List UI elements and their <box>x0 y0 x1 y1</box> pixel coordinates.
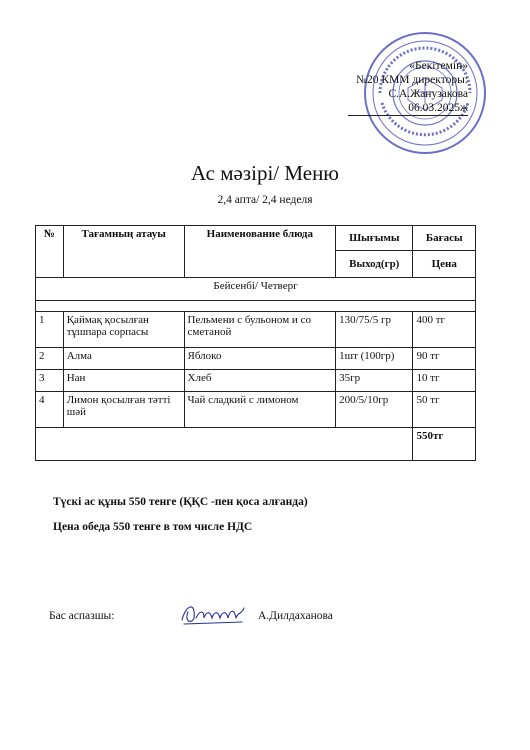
row-price: 90 тг <box>413 348 476 370</box>
chef-name: А.Дилдаханова <box>258 610 333 622</box>
row-name-kz: Алма <box>63 348 184 370</box>
col-header-name-kz: Тағамның атауы <box>63 226 184 278</box>
price-note-ru: Цена обеда 550 тенге в том числе НДС <box>53 521 253 533</box>
day-label: Бейсенбі/ Четверг <box>36 278 476 301</box>
row-price: 50 тг <box>413 392 476 428</box>
col-header-name-ru: Наименование блюда <box>184 226 336 278</box>
price-note-kz: Түскі ас құны 550 тенге (ҚҚС -пен қоса алғанда) <box>53 496 308 508</box>
col-header-price-kz: Бағасы <box>413 226 476 251</box>
page-title: Ас мәзірі/ Меню <box>190 161 339 185</box>
row-name-ru: Пельмени с бульоном и со сметаной <box>184 312 336 348</box>
col-header-output-kz: Шығымы <box>336 226 413 251</box>
row-name-kz: Қаймақ қосылған тұшпара сорпасы <box>63 312 184 348</box>
approval-position: №20 КММ директоры: <box>356 74 468 86</box>
approval-block <box>348 59 468 116</box>
table-row <box>36 370 476 392</box>
row-name-ru: Чай сладкий с лимоном <box>184 392 336 428</box>
total-label-cell <box>36 428 413 461</box>
page-subtitle: 2,4 апта/ 2,4 неделя <box>217 194 313 206</box>
row-num: 4 <box>36 392 64 428</box>
approval-title: «Бекітемін» <box>409 60 468 72</box>
total-price: 550тг <box>413 428 476 461</box>
approval-date: 06.03.2025ж <box>348 101 468 116</box>
col-header-price-ru: Цена <box>413 251 476 278</box>
chef-label: Бас аспазшы: <box>49 610 115 622</box>
col-header-num: № <box>36 226 64 278</box>
row-num: 2 <box>36 348 64 370</box>
col-header-output-ru: Выход(гр) <box>336 251 413 278</box>
table-spacer <box>36 301 476 312</box>
row-price: 10 тг <box>413 370 476 392</box>
menu-table <box>35 225 476 461</box>
row-num: 3 <box>36 370 64 392</box>
row-output: 130/75/5 гр <box>336 312 413 348</box>
row-num: 1 <box>36 312 64 348</box>
row-name-kz: Лимон қосылған тәтті шәй <box>63 392 184 428</box>
row-name-ru: Хлеб <box>184 370 336 392</box>
row-output: 200/5/10гр <box>336 392 413 428</box>
approval-person: С.А.Жанузакова <box>388 88 468 100</box>
row-price: 400 тг <box>413 312 476 348</box>
table-row <box>36 348 476 370</box>
row-output: 35гр <box>336 370 413 392</box>
table-row <box>36 392 476 428</box>
row-name-kz: Нан <box>63 370 184 392</box>
row-output: 1шт (100гр) <box>336 348 413 370</box>
signature-image <box>178 598 250 628</box>
row-name-ru: Яблоко <box>184 348 336 370</box>
table-row <box>36 312 476 348</box>
